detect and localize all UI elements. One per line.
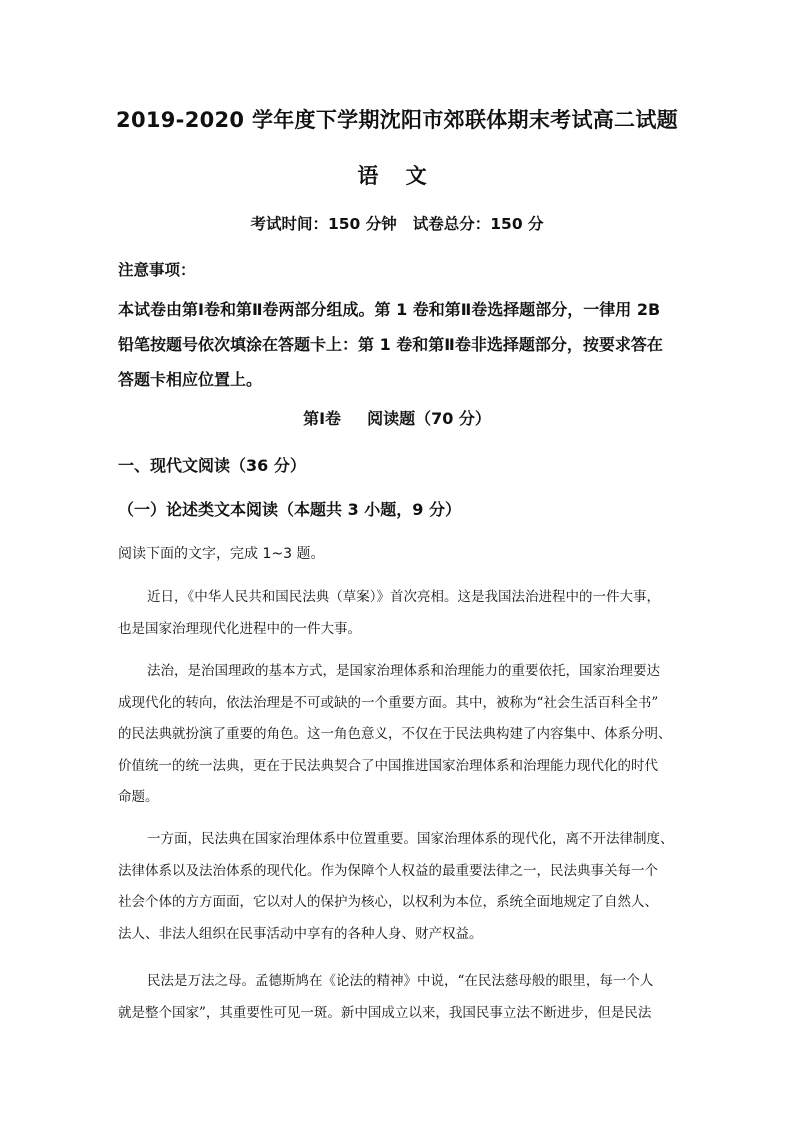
passage-line: 也是国家治理现代化进程中的一件大事。: [118, 620, 361, 637]
notice-line: 铅笔按题号依次填涂在答题卡上：第 1 卷和第Ⅱ卷非选择题部分，按要求答在: [118, 335, 663, 354]
notice-body: [118, 292, 678, 397]
notice-title: 注意事项：: [118, 261, 196, 279]
exam-time: 考试时间：150 分钟: [250, 215, 397, 233]
passage-paragraph-4: [118, 966, 680, 1029]
volume-label: 第Ⅰ卷: [303, 409, 342, 428]
passage-line: 社会个体的方方面面，它以对人的保护为核心，以权利为本位，系统全面地规定了自然人、: [118, 894, 658, 910]
passage-paragraph-3: [118, 824, 680, 950]
passage-line: 成现代化的转向，依法治理是不可或缺的一个重要方面。其中，被称为“社会生活百科全书”: [118, 694, 659, 711]
passage-line: 法律体系以及法治体系的现代化。作为保障个人权益的最重要法律之一，民法典事关每一个: [118, 862, 658, 879]
notice-line: 本试卷由第Ⅰ卷和第Ⅱ卷两部分组成。第 1 卷和第Ⅱ卷选择题部分，一律用 2B: [118, 300, 661, 319]
passage-line: 价值统一的统一法典，更在于民法典契合了中国推进国家治理体系和治理能力现代化的时代: [118, 757, 658, 774]
passage-paragraph-1: [118, 582, 680, 645]
passage-line: 法治，是治国理政的基本方式，是国家治理体系和治理能力的重要依托，国家治理要达: [147, 663, 660, 679]
passage-line: 命题。: [118, 789, 159, 805]
passage-line: 就是整个国家”，其重要性可见一斑。新中国成立以来，我国民事立法不断进步，但是民法: [118, 1004, 652, 1021]
exam-title: 2019-2020 学年度下学期沈阳市郊联体期末考试高二试题: [116, 108, 678, 132]
reading-instruction: 阅读下面的文字，完成 1~3 题。: [118, 546, 325, 562]
section-name: 阅读题（70 分）: [367, 409, 491, 428]
passage-line: 民法是万法之母。孟德斯鸠在《论法的精神》中说，“在民法慈母般的眼里，每一个人: [147, 973, 654, 989]
passage-line: 法人、非法人组织在民事活动中享有的各种人身、财产权益。: [118, 925, 483, 942]
section-heading: [0, 406, 794, 429]
passage-paragraph-2: [118, 656, 680, 814]
total-score: 试卷总分：150 分: [412, 215, 544, 233]
passage-line: 近日，《中华人民共和国民法典（草案）》首次亮相。这是我国法治进程中的一件大事，: [147, 589, 660, 605]
exam-info: [0, 212, 794, 234]
passage-line: 一方面，民法典在国家治理体系中位置重要。国家治理体系的现代化，离不开法律制度、: [147, 831, 674, 847]
subject-title: 语 文: [357, 163, 437, 188]
subpart-title: （一）论述类文本阅读（本题共 3 小题，9 分）: [118, 500, 461, 519]
part-title: 一、现代文阅读（36 分）: [118, 456, 306, 475]
notice-line: 答题卡相应位置上。: [118, 370, 263, 389]
passage-line: 的民法典就扮演了重要的角色。这一角色意义，不仅在于民法典构建了内容集中、体系分明、: [118, 726, 672, 742]
